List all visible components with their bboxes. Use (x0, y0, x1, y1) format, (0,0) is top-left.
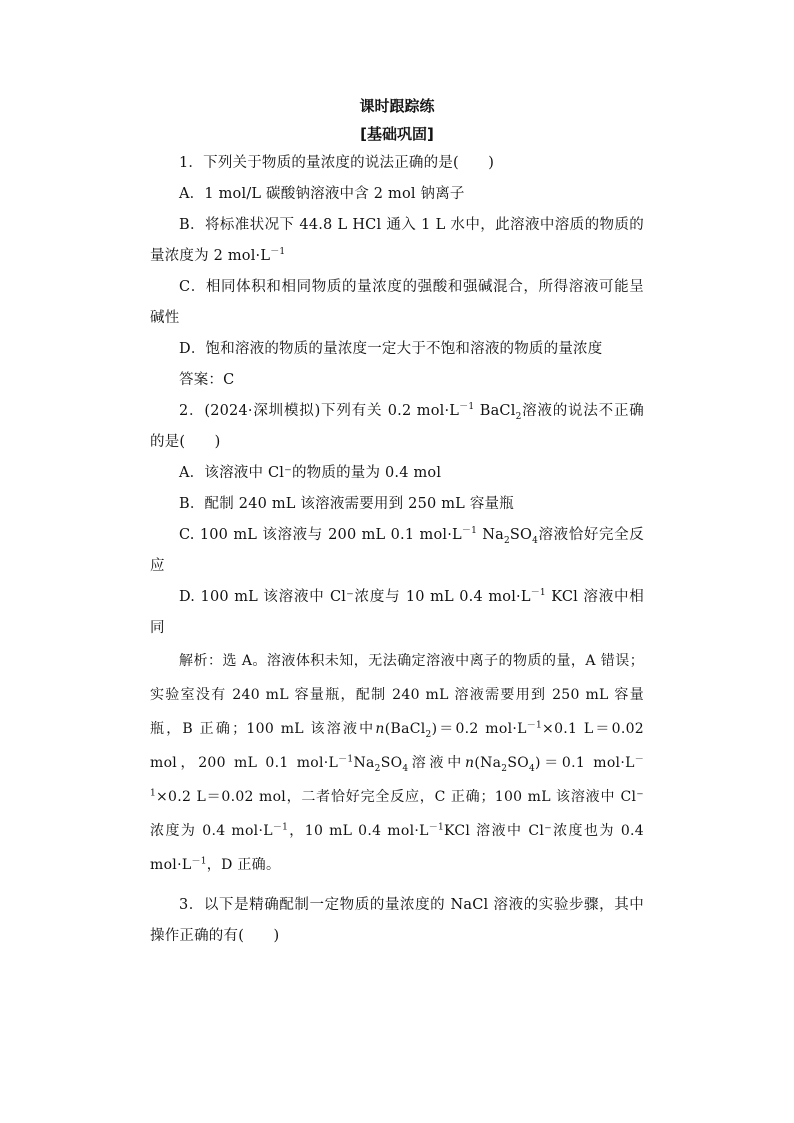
q2-option-c-pre: C. 100 mL 该溶液与 200 mL 0.1 mol·L (179, 527, 462, 543)
q2-option-c-chem1: Na (477, 527, 504, 543)
analysis-s8: (Na (474, 755, 502, 771)
q1-option-d: D．饱和溶液的物质的量浓度一定大于不饱和溶液的物质的量浓度 (179, 341, 603, 357)
analysis-s12: ，10 mL 0.4 mol·L (288, 823, 429, 839)
analysis-n2: n (464, 755, 475, 771)
q2-option-c-sub1: 2 (503, 535, 510, 546)
q2-option-c-post: 溶液恰好完全反应 (150, 527, 644, 574)
q1-option-a: A．1 mol/L 碳酸钠溶液中含 2 mol 钠离子 (179, 186, 465, 202)
q2-stem (150, 396, 644, 458)
analysis-s4-sup: －1 (338, 754, 354, 765)
q2-option-a: A．该溶液中 Cl⁻的物质的量为 0.4 mol (179, 465, 442, 481)
analysis-label: 解析： (179, 653, 223, 669)
analysis-s5-sub: 2 (374, 763, 381, 774)
section-heading: [基础巩固] (360, 125, 434, 143)
q1-stem: 1．下列关于物质的量浓度的说法正确的是( ) (179, 155, 495, 171)
q2-stem-post: 溶液的说法不正确的是( ) (150, 403, 644, 450)
q1-option-c: C．相同体积和相同物质的量浓度的强酸和强碱混合，所得溶液可能呈碱性 (150, 279, 644, 326)
analysis-s14: ，D 正确。 (206, 857, 281, 873)
q2-option-b: B．配制 240 mL 该溶液需要用到 250 mL 容量瓶 (179, 496, 514, 512)
q2-stem-sub: 2 (515, 411, 522, 422)
q2-option-c-sub2: 4 (532, 535, 539, 546)
analysis-s1: 选 A。溶液体积未知，无法确定溶液中离子的物质的量，A 错误；实验室没有 240 mL 容量瓶，配制 240 mL 溶液需要用到 250 mL 容量瓶，B 正确；100 mL 该溶液中 (150, 653, 644, 737)
analysis-s3: )＝0.2 mol·L (431, 721, 527, 737)
analysis-s4: ×0.1 L＝0.02 mol，200 mL 0.1 mol·L (150, 721, 645, 771)
q1-answer: 答案：C (179, 372, 235, 388)
analysis-s2-sub: 2 (425, 729, 432, 740)
q1-option-b (150, 210, 644, 272)
analysis-s3-sup: －1 (526, 720, 543, 731)
analysis-n1: n (375, 721, 385, 737)
analysis-s13-sup: －1 (191, 856, 207, 867)
q2-stem-pre: 2．(2024·深圳模拟)下列有关 0.2 mol·L (179, 403, 460, 419)
q1-option-b-sup: －1 (270, 247, 286, 258)
q2-stem-chem: BaCl (474, 403, 516, 419)
q2-option-d (150, 582, 644, 644)
q2-option-d-pre: D. 100 mL 该溶液中 Cl⁻浓度与 10 mL 0.4 mol·L (179, 589, 531, 605)
analysis-s11: ×0.2 L＝0.02 mol，二者恰好完全反应，C 正确；100 mL 该溶液中 Cl⁻浓度为 0.4 mol·L (150, 789, 644, 839)
analysis-s13: KCl 溶液中 Cl⁻浓度也为 0.4 mol·L (150, 823, 644, 873)
analysis-s11-sup: －1 (272, 822, 289, 833)
analysis-s12-sup: －1 (428, 822, 445, 833)
q2-option-c-chem2: SO (509, 527, 533, 543)
analysis-s10: )＝0.1 mol·L (535, 755, 635, 771)
q2-option-c-sup: －1 (461, 526, 478, 537)
analysis-s9: SO (507, 755, 529, 771)
analysis-s6: SO (380, 755, 403, 771)
q2-analysis (150, 644, 644, 882)
q2-option-d-post: KCl 溶液中相同 (150, 589, 644, 636)
q2-option-c (150, 520, 644, 582)
q2-stem-sup: －1 (459, 402, 475, 413)
page-title: 课时跟踪练 (359, 97, 435, 115)
document-page (150, 92, 644, 952)
q2-option-d-sup: －1 (530, 588, 546, 599)
q1-option-b-text: B．将标准状况下 44.8 L HCl 通入 1 L 水中，此溶液中溶质的物质的量浓度为 2 mol·L (150, 217, 644, 264)
analysis-s6-sub: 4 (402, 763, 409, 774)
q3-stem: 3．以下是精确配制一定物质的量浓度的 NaCl 溶液的实验步骤，其中操作正确的有( ) (150, 897, 644, 944)
analysis-s8-sub: 2 (501, 763, 508, 774)
analysis-s7: 溶液中 (408, 755, 465, 771)
analysis-s10-sup: －1 (150, 754, 644, 799)
analysis-s2: (BaCl (384, 721, 426, 737)
analysis-s9-sub: 4 (528, 763, 536, 774)
analysis-s5: Na (353, 755, 375, 771)
